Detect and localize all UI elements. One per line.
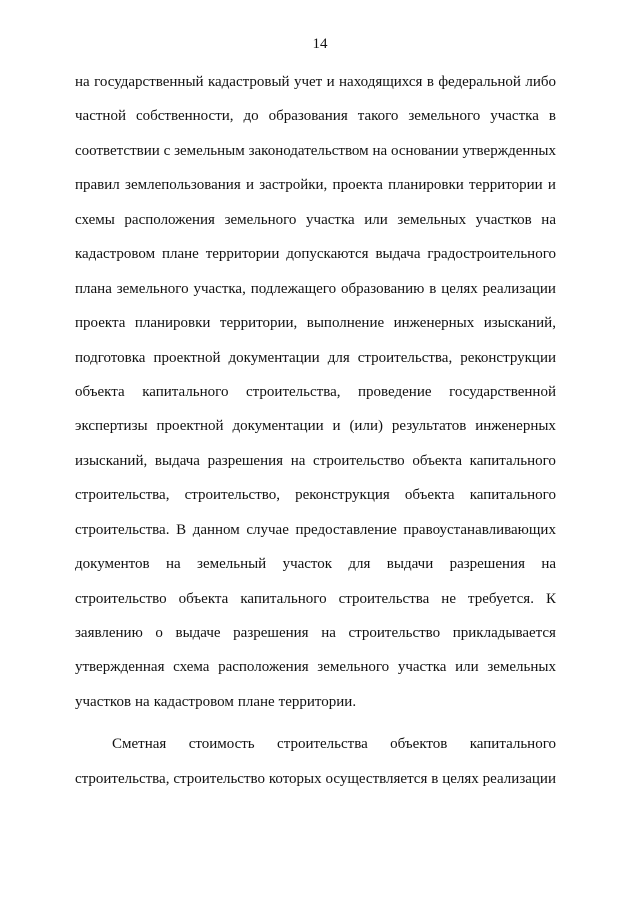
text-line: строительства, строительство, реконструкция объекта капитального (75, 487, 556, 504)
text-line: Сметная стоимость строительства объектов капитального (112, 736, 556, 753)
text-line: строительство объекта капитального строительства не требуется. К (75, 590, 556, 607)
paragraph (75, 727, 556, 796)
text-line: документов на земельный участок для выдачи разрешения на (75, 556, 556, 573)
document-body (75, 65, 556, 796)
paragraph (75, 65, 556, 719)
text-line: схемы расположения земельного участка или земельных участков на (75, 211, 556, 228)
text-line: строительства. В данном случае предоставление правоустанавливающих (75, 521, 556, 538)
page-number: 14 (312, 36, 328, 52)
text-line: объекта капитального строительства, проведение государственной (75, 383, 556, 400)
paragraph-gap (75, 719, 556, 727)
text-line: заявлению о выдаче разрешения на строительство прикладывается (75, 625, 556, 641)
text-line: частной собственности, до образования такого земельного участка в (75, 108, 556, 125)
text-line: кадастровом плане территории допускаются выдача градостроительного (75, 246, 556, 263)
text-line: проекта планировки территории, выполнение инженерных изысканий, (75, 315, 556, 332)
text-line: изысканий, выдача разрешения на строительство объекта капитального (75, 452, 556, 469)
text-line: утвержденная схема расположения земельного участка или земельных (75, 659, 556, 676)
text-line: правил землепользования и застройки, проекта планировки территории и (75, 177, 556, 194)
text-line: подготовка проектной документации для строительства, реконструкции (75, 349, 556, 366)
text-line: на государственный кадастровый учет и находящихся в федеральной либо (75, 74, 556, 90)
text-line: экспертизы проектной документации и (или) результатов инженерных (75, 418, 556, 435)
text-line: участков на кадастровом плане территории. (75, 693, 357, 710)
text-line: строительства, строительство которых осуществляется в целях реализации (75, 770, 556, 787)
text-line: плана земельного участка, подлежащего образованию в целях реализации (75, 280, 556, 297)
text-line: соответствии с земельным законодательством на основании утвержденных (75, 142, 556, 159)
